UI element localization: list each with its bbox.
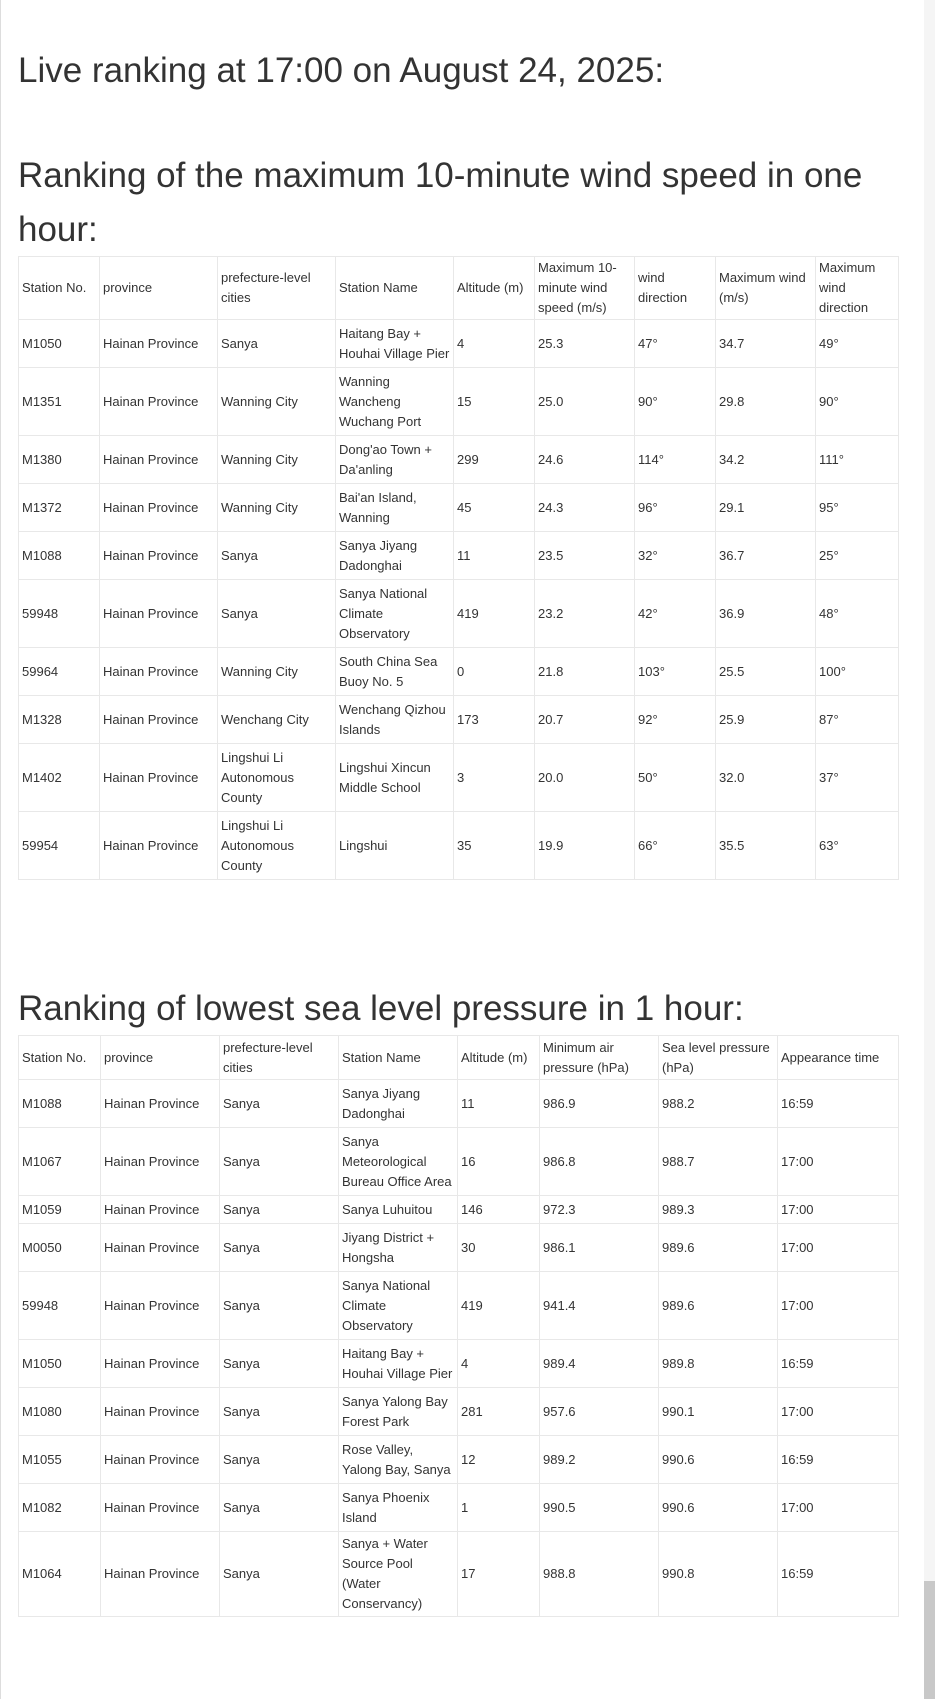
table-cell: 35 (454, 812, 535, 880)
table-cell: M1082 (19, 1484, 101, 1532)
table-cell: 989.8 (659, 1340, 778, 1388)
table-cell: M1059 (19, 1196, 101, 1224)
table-cell: Hainan Province (101, 1436, 220, 1484)
table-cell: 96° (635, 484, 716, 532)
table-cell: Wenchang Qizhou Islands (336, 696, 454, 744)
table-cell: Sanya Yalong Bay Forest Park (339, 1388, 458, 1436)
table-cell: 990.6 (659, 1436, 778, 1484)
table-row (19, 368, 899, 436)
column-header: Maximum 10-minute wind speed (m/s) (535, 257, 635, 320)
table-cell: 25.5 (716, 648, 816, 696)
table-row (19, 580, 899, 648)
table-cell: M1088 (19, 532, 100, 580)
column-header: province (101, 1036, 220, 1080)
table-cell: 957.6 (540, 1388, 659, 1436)
table-cell: M0050 (19, 1224, 101, 1272)
table-cell: Sanya (220, 1340, 339, 1388)
table-cell: 989.2 (540, 1436, 659, 1484)
table-cell: 49° (816, 320, 899, 368)
table-cell: 47° (635, 320, 716, 368)
column-header: Maximum wind (m/s) (716, 257, 816, 320)
table-cell: Sanya (220, 1196, 339, 1224)
table-cell: 34.7 (716, 320, 816, 368)
table-cell: Sanya Jiyang Dadonghai (336, 532, 454, 580)
table-row (19, 1224, 899, 1272)
table-cell: 95° (816, 484, 899, 532)
table-cell: Hainan Province (101, 1080, 220, 1128)
table-cell: Hainan Province (101, 1388, 220, 1436)
table-row (19, 532, 899, 580)
table-row (19, 812, 899, 880)
table-row (19, 1484, 899, 1532)
table-cell: 90° (635, 368, 716, 436)
table-cell: South China Sea Buoy No. 5 (336, 648, 454, 696)
table-cell: 3 (454, 744, 535, 812)
table-cell: 16:59 (778, 1532, 899, 1617)
table-cell: 0 (454, 648, 535, 696)
table-cell: Sanya Luhuitou (339, 1196, 458, 1224)
table-cell: 988.8 (540, 1532, 659, 1617)
table-cell: Bai'an Island, Wanning (336, 484, 454, 532)
table-cell: 37° (816, 744, 899, 812)
column-header: Station No. (19, 1036, 101, 1080)
table-cell: 111° (816, 436, 899, 484)
table-row (19, 320, 899, 368)
table-cell: M1372 (19, 484, 100, 532)
live-ranking-heading: Live ranking at 17:00 on August 24, 2025: (18, 51, 665, 90)
header-row (19, 1036, 899, 1080)
table-cell: 25.0 (535, 368, 635, 436)
table-cell: Hainan Province (101, 1340, 220, 1388)
table-cell: Sanya (218, 580, 336, 648)
left-border (0, 0, 1, 1699)
column-header: Altitude (m) (454, 257, 535, 320)
column-header: Appearance time (778, 1036, 899, 1080)
table-cell: 16:59 (778, 1436, 899, 1484)
wind-table-body (19, 320, 899, 880)
table-cell: Lingshui Xincun Middle School (336, 744, 454, 812)
table-cell: 12 (458, 1436, 540, 1484)
table-cell: Wanning City (218, 436, 336, 484)
table-cell: 986.9 (540, 1080, 659, 1128)
table-cell: 30 (458, 1224, 540, 1272)
table-cell: 986.1 (540, 1224, 659, 1272)
table-cell: 23.5 (535, 532, 635, 580)
table-cell: 986.8 (540, 1128, 659, 1196)
table-cell: 20.7 (535, 696, 635, 744)
table-cell: 419 (458, 1272, 540, 1340)
column-header: Station No. (19, 257, 100, 320)
table-cell: 17:00 (778, 1484, 899, 1532)
table-cell: 988.2 (659, 1080, 778, 1128)
table-cell: Hainan Province (100, 532, 218, 580)
table-cell: Sanya (220, 1128, 339, 1196)
table-cell: 4 (454, 320, 535, 368)
table-cell: 989.4 (540, 1340, 659, 1388)
pressure-table-body (19, 1080, 899, 1617)
table-cell: 173 (454, 696, 535, 744)
table-cell: 59964 (19, 648, 100, 696)
table-cell: 42° (635, 580, 716, 648)
table-row (19, 484, 899, 532)
column-header: Maximum wind direction (816, 257, 899, 320)
header-row (19, 257, 899, 320)
table-row (19, 436, 899, 484)
table-cell: 48° (816, 580, 899, 648)
table-cell: 16:59 (778, 1340, 899, 1388)
column-header: prefecture-level cities (218, 257, 336, 320)
table-row (19, 696, 899, 744)
table-cell: Wanning City (218, 484, 336, 532)
table-cell: Lingshui Li Autonomous County (218, 812, 336, 880)
table-cell: 34.2 (716, 436, 816, 484)
table-cell: 35.5 (716, 812, 816, 880)
table-row (19, 1340, 899, 1388)
table-cell: Lingshui (336, 812, 454, 880)
table-cell: 16 (458, 1128, 540, 1196)
table-cell: 24.3 (535, 484, 635, 532)
table-cell: M1328 (19, 696, 100, 744)
table-cell: 299 (454, 436, 535, 484)
column-header: Altitude (m) (458, 1036, 540, 1080)
table-cell: 25.9 (716, 696, 816, 744)
scrollbar-track[interactable] (924, 0, 935, 1699)
wind-ranking-table (18, 256, 899, 880)
table-cell: 114° (635, 436, 716, 484)
table-cell: Sanya (220, 1388, 339, 1436)
table-cell: Hainan Province (100, 436, 218, 484)
table-cell: Sanya (220, 1224, 339, 1272)
table-cell: M1050 (19, 320, 100, 368)
column-header: Minimum air pressure (hPa) (540, 1036, 659, 1080)
table-cell: Hainan Province (100, 580, 218, 648)
wind-ranking-heading: Ranking of the maximum 10-minute wind speed in one hour: (18, 156, 863, 249)
table-cell: Sanya (220, 1080, 339, 1128)
table-cell: M1402 (19, 744, 100, 812)
table-row (19, 1436, 899, 1484)
table-cell: 25.3 (535, 320, 635, 368)
pressure-ranking-heading: Ranking of lowest sea level pressure in 1 hour: (18, 989, 744, 1028)
table-cell: 50° (635, 744, 716, 812)
table-cell: M1064 (19, 1532, 101, 1617)
table-cell: 29.8 (716, 368, 816, 436)
table-row (19, 1388, 899, 1436)
column-header: prefecture-level cities (220, 1036, 339, 1080)
table-cell: Haitang Bay + Houhai Village Pier (336, 320, 454, 368)
table-cell: 972.3 (540, 1196, 659, 1224)
table-cell: 59948 (19, 580, 100, 648)
table-cell: 63° (816, 812, 899, 880)
table-cell: 36.9 (716, 580, 816, 648)
table-cell: M1088 (19, 1080, 101, 1128)
table-cell: 989.3 (659, 1196, 778, 1224)
table-cell: 4 (458, 1340, 540, 1388)
scrollbar-thumb[interactable] (924, 1581, 935, 1699)
table-cell: Jiyang District + Hongsha (339, 1224, 458, 1272)
table-cell: Hainan Province (100, 696, 218, 744)
table-cell: Sanya National Climate Observatory (336, 580, 454, 648)
table-cell: 1 (458, 1484, 540, 1532)
table-row (19, 1532, 899, 1617)
table-cell: 989.6 (659, 1272, 778, 1340)
table-cell: 29.1 (716, 484, 816, 532)
table-cell: M1380 (19, 436, 100, 484)
table-cell: 32.0 (716, 744, 816, 812)
table-cell: Hainan Province (101, 1272, 220, 1340)
table-cell: 87° (816, 696, 899, 744)
table-row (19, 1080, 899, 1128)
table-cell: 17:00 (778, 1196, 899, 1224)
table-row (19, 1196, 899, 1224)
table-cell: 100° (816, 648, 899, 696)
table-cell: M1050 (19, 1340, 101, 1388)
table-cell: 92° (635, 696, 716, 744)
table-cell: Hainan Province (101, 1224, 220, 1272)
table-cell: Hainan Province (100, 744, 218, 812)
table-cell: 146 (458, 1196, 540, 1224)
table-cell: Sanya (218, 532, 336, 580)
table-cell: Hainan Province (100, 648, 218, 696)
table-cell: 25° (816, 532, 899, 580)
table-cell: 990.1 (659, 1388, 778, 1436)
table-row (19, 1128, 899, 1196)
table-cell: Hainan Province (100, 812, 218, 880)
table-cell: 21.8 (535, 648, 635, 696)
column-header: wind direction (635, 257, 716, 320)
table-cell: 11 (454, 532, 535, 580)
pressure-table-header (19, 1036, 899, 1080)
table-cell: 15 (454, 368, 535, 436)
table-cell: 17:00 (778, 1272, 899, 1340)
table-cell: Sanya Jiyang Dadonghai (339, 1080, 458, 1128)
table-cell: Sanya (220, 1532, 339, 1617)
table-cell: 59954 (19, 812, 100, 880)
table-cell: 66° (635, 812, 716, 880)
column-header: Sea level pressure (hPa) (659, 1036, 778, 1080)
table-cell: 17:00 (778, 1128, 899, 1196)
table-cell: Sanya National Climate Observatory (339, 1272, 458, 1340)
table-cell: 941.4 (540, 1272, 659, 1340)
table-cell: M1067 (19, 1128, 101, 1196)
table-cell: 16:59 (778, 1080, 899, 1128)
table-cell: 23.2 (535, 580, 635, 648)
table-cell: 17 (458, 1532, 540, 1617)
table-row (19, 744, 899, 812)
table-cell: 990.8 (659, 1532, 778, 1617)
table-cell: 11 (458, 1080, 540, 1128)
table-cell: Dong'ao Town + Da'anling (336, 436, 454, 484)
table-cell: Sanya (220, 1272, 339, 1340)
table-cell: 20.0 (535, 744, 635, 812)
column-header: Station Name (336, 257, 454, 320)
table-cell: M1351 (19, 368, 100, 436)
table-cell: Hainan Province (100, 484, 218, 532)
table-cell: Hainan Province (101, 1532, 220, 1617)
table-cell: Sanya + Water Source Pool (Water Conservancy) (339, 1532, 458, 1617)
table-cell: 45 (454, 484, 535, 532)
table-cell: Sanya (220, 1484, 339, 1532)
table-cell: 17:00 (778, 1224, 899, 1272)
wind-table-header (19, 257, 899, 320)
table-row (19, 648, 899, 696)
table-cell: Sanya Phoenix Island (339, 1484, 458, 1532)
table-cell: Wanning City (218, 368, 336, 436)
table-cell: Lingshui Li Autonomous County (218, 744, 336, 812)
table-cell: Wanning City (218, 648, 336, 696)
table-cell: Rose Valley, Yalong Bay, Sanya (339, 1436, 458, 1484)
table-cell: 24.6 (535, 436, 635, 484)
table-cell: 990.6 (659, 1484, 778, 1532)
table-cell: 19.9 (535, 812, 635, 880)
table-cell: 59948 (19, 1272, 101, 1340)
table-cell: Sanya (218, 320, 336, 368)
table-cell: 990.5 (540, 1484, 659, 1532)
column-header: Station Name (339, 1036, 458, 1080)
table-cell: 103° (635, 648, 716, 696)
pressure-ranking-table (18, 1035, 899, 1617)
table-cell: 988.7 (659, 1128, 778, 1196)
table-cell: 989.6 (659, 1224, 778, 1272)
table-cell: Haitang Bay + Houhai Village Pier (339, 1340, 458, 1388)
table-cell: M1080 (19, 1388, 101, 1436)
table-cell: M1055 (19, 1436, 101, 1484)
table-cell: Wenchang City (218, 696, 336, 744)
table-cell: 17:00 (778, 1388, 899, 1436)
table-cell: 281 (458, 1388, 540, 1436)
table-cell: Hainan Province (101, 1484, 220, 1532)
table-cell: 90° (816, 368, 899, 436)
table-cell: 36.7 (716, 532, 816, 580)
table-cell: 419 (454, 580, 535, 648)
table-cell: Sanya (220, 1436, 339, 1484)
table-cell: Hainan Province (101, 1196, 220, 1224)
table-cell: Hainan Province (100, 368, 218, 436)
table-cell: Hainan Province (100, 320, 218, 368)
table-cell: 32° (635, 532, 716, 580)
column-header: province (100, 257, 218, 320)
table-cell: Wanning Wancheng Wuchang Port (336, 368, 454, 436)
table-row (19, 1272, 899, 1340)
table-cell: Sanya Meteorological Bureau Office Area (339, 1128, 458, 1196)
table-cell: Hainan Province (101, 1128, 220, 1196)
